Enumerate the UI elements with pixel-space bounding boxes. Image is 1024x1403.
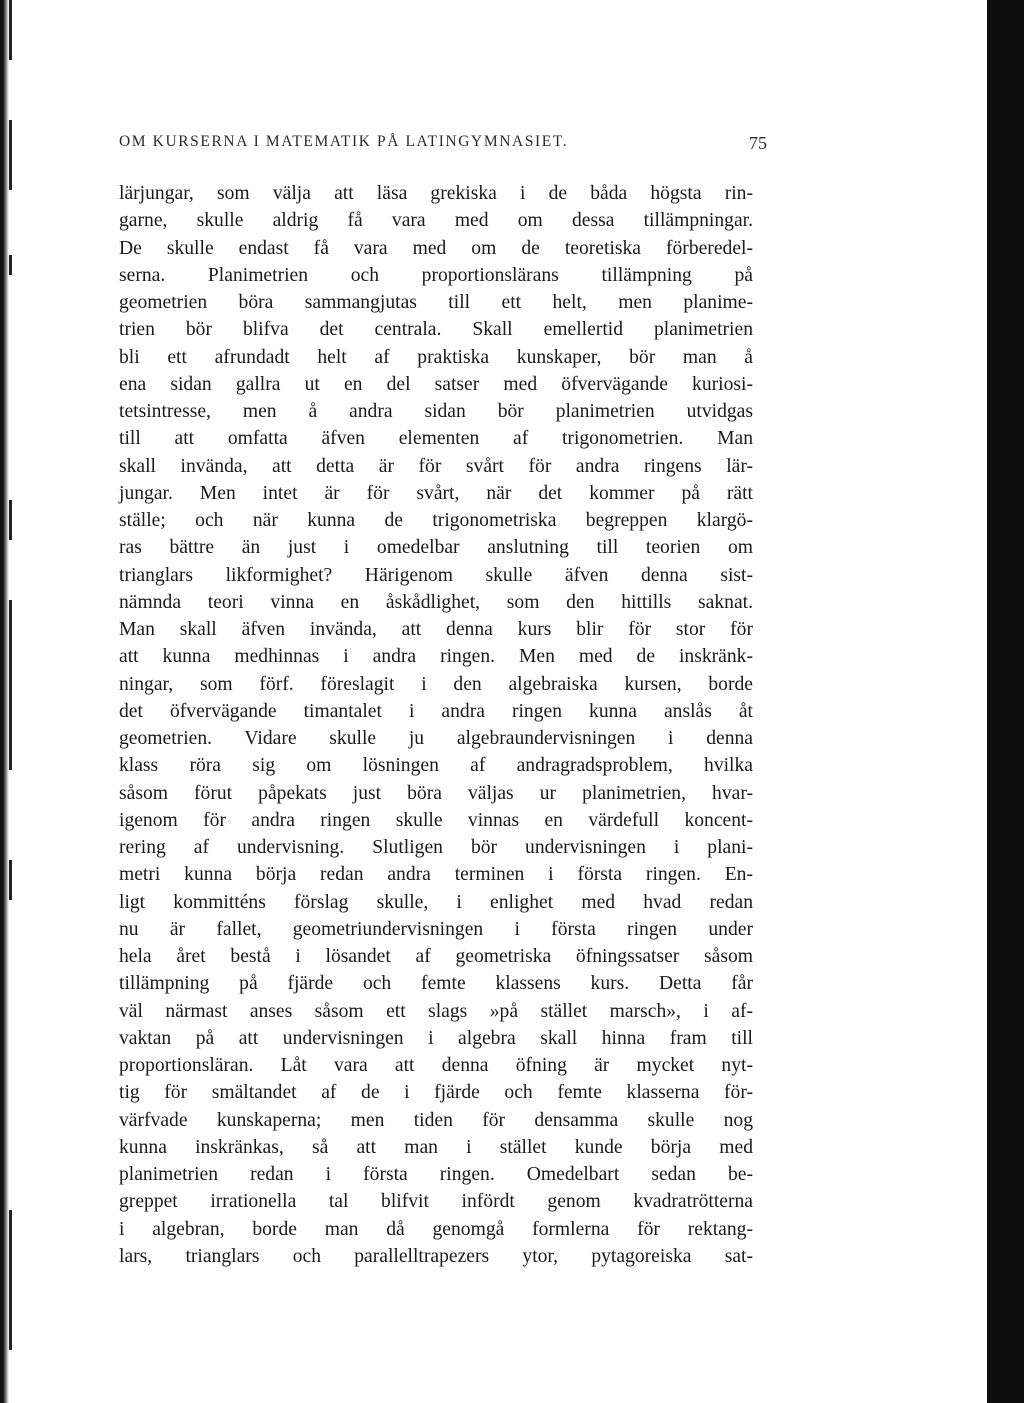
text-line: klass röra sig om lösningen af andragradsproblem, hvilka xyxy=(119,755,753,777)
text-line: bli ett afrundadt helt af praktiska kunskaper, bör man å xyxy=(119,346,753,368)
page-number: 75 xyxy=(749,133,767,153)
body-text xyxy=(119,180,753,1270)
text-line: ligt kommitténs förslag skulle, i enlighet med hvad redan xyxy=(119,891,753,913)
text-line: ena sidan gallra ut en del satser med öfvervägande kuriosi- xyxy=(119,373,753,395)
text-line: lärjungar, som välja att läsa grekiska i de båda högsta rin- xyxy=(119,183,753,204)
text-line: ras bättre än just i omedelbar anslutning till teorien om xyxy=(119,537,753,559)
text-line: kunna inskränkas, så att man i stället kunde börja med xyxy=(119,1136,753,1158)
text-line: Man skall äfven invända, att denna kurs blir för stor för xyxy=(119,619,753,640)
running-title: OM KURSERNA I MATEMATIK PÅ LATINGYMNASIET. xyxy=(119,133,569,150)
text-line: greppet irrationella tal blifvit infördt genom kvadratrötterna xyxy=(119,1191,753,1213)
text-line: väl närmast anses såsom ett slags »på stället marsch», i af- xyxy=(119,1000,753,1022)
text-line: igenom för andra ringen skulle vinnas en värdefull koncent- xyxy=(119,809,753,831)
text-line: rering af undervisning. Slutligen bör undervisningen i plani- xyxy=(119,837,753,858)
scan-left-edge xyxy=(0,0,9,1403)
text-line: tillämpning på fjärde och femte klassens kurs. Detta får xyxy=(119,973,753,995)
page-header xyxy=(119,133,767,161)
text-line: att kunna medhinnas i andra ringen. Men med de inskränk- xyxy=(119,646,753,668)
text-line: serna. Planimetrien och proportionslärans tillämpning på xyxy=(119,264,753,286)
text-line: geometrien böra sammangjutas till ett helt, men planime- xyxy=(119,292,753,313)
text-line: geometrien. Vidare skulle ju algebraundervisningen i denna xyxy=(119,728,753,749)
text-line: planimetrien redan i första ringen. Omedelbart sedan be- xyxy=(119,1164,753,1185)
text-line: vaktan på att undervisningen i algebra skall hinna fram till xyxy=(119,1027,753,1049)
text-line: tetsintresse, men å andra sidan bör planimetrien utvidgas xyxy=(119,401,753,422)
text-line: nämnda teori vinna en åskådlighet, som den hittills saknat. xyxy=(119,591,753,613)
text-line: proportionsläran. Låt vara att denna öfning är mycket nyt- xyxy=(119,1055,753,1076)
text-line: jungar. Men intet är för svårt, när det kommer på rätt xyxy=(119,482,753,504)
text-line: garne, skulle aldrig få vara med om dessa tillämpningar. xyxy=(119,210,753,232)
binding-marks xyxy=(9,0,15,1403)
text-line: lars, trianglars och parallelltrapezers ytor, pytagoreiska sat- xyxy=(119,1245,753,1267)
text-line: det öfvervägande timantalet i andra ringen kunna anslås åt xyxy=(119,700,753,722)
text-line: värfvade kunskaperna; men tiden för densamma skulle nog xyxy=(119,1109,753,1131)
text-line: nu är fallet, geometriundervisningen i första ringen under xyxy=(119,918,753,940)
scan-right-band xyxy=(987,0,1024,1403)
text-line: trien bör blifva det centrala. Skall emellertid planimetrien xyxy=(119,319,753,341)
text-line: tig för smältandet af de i fjärde och femte klasserna för- xyxy=(119,1082,753,1104)
text-line: till att omfatta äfven elementen af trigonometrien. Man xyxy=(119,428,753,450)
text-line: i algebran, borde man då genomgå formlerna för rektang- xyxy=(119,1218,753,1240)
text-line: såsom förut påpekats just böra väljas ur planimetrien, hvar- xyxy=(119,782,753,804)
text-line: ställe; och när kunna de trigonometriska begreppen klargö- xyxy=(119,510,753,531)
text-line: De skulle endast få vara med om de teoretiska förberedel- xyxy=(119,237,753,259)
text-line: hela året bestå i lösandet af geometriska öfningssatser såsom xyxy=(119,946,753,967)
text-line: skall invända, att detta är för svårt för andra ringens lär- xyxy=(119,455,753,477)
text-line: metri kunna börja redan andra terminen i första ringen. En- xyxy=(119,864,753,886)
text-line: ningar, som förf. föreslagit i den algebraiska kursen, borde xyxy=(119,673,753,695)
text-line: trianglars likformighet? Härigenom skulle äfven denna sist- xyxy=(119,564,753,586)
